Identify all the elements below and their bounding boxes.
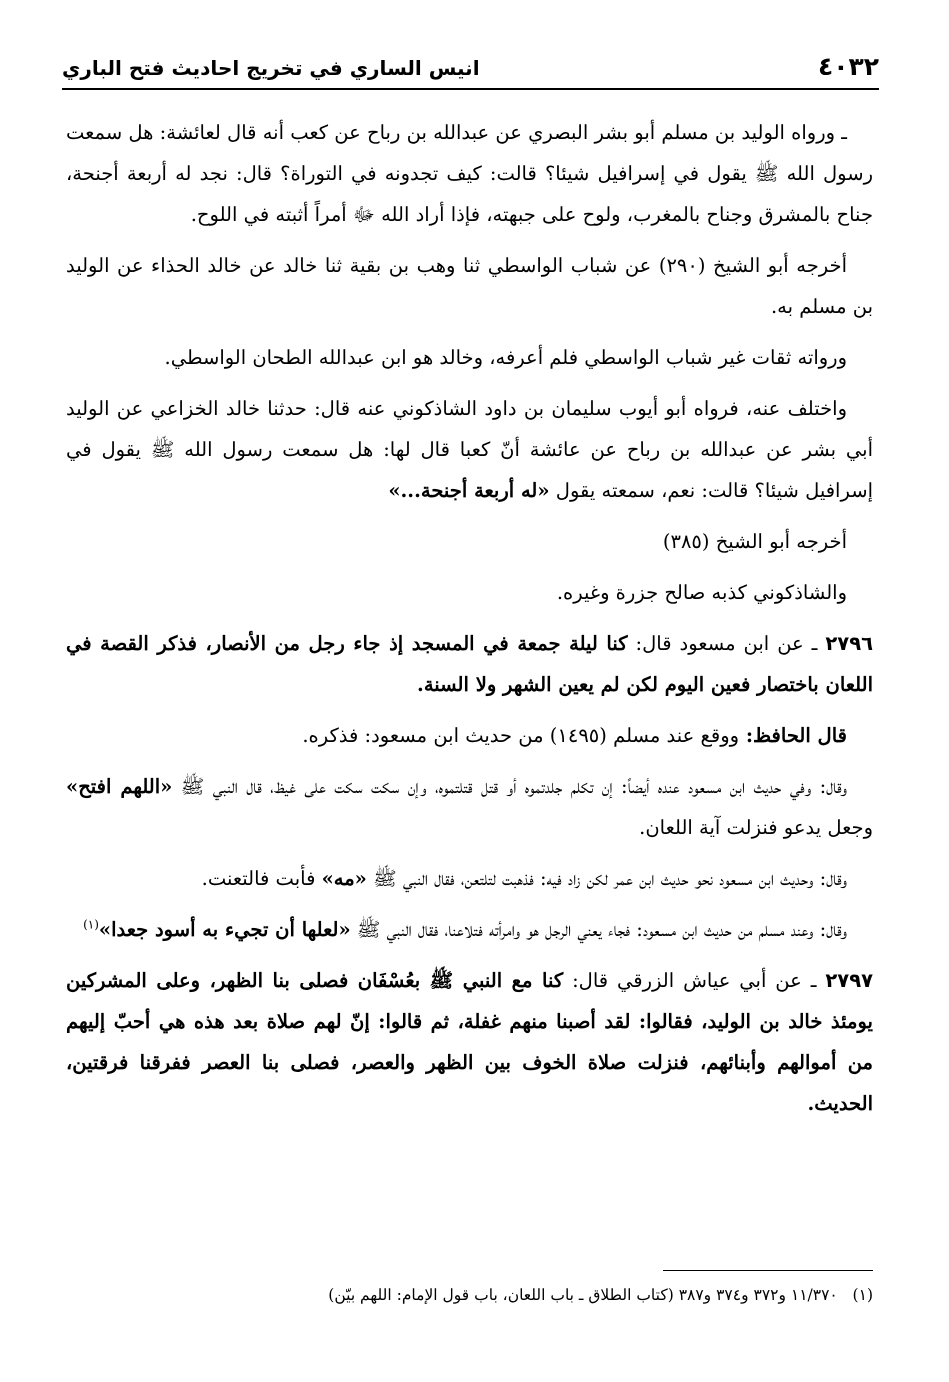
paragraph-8-text: وقال: وفي حديث ابن مسعود عنده أيضاً: إن تكلم جلدتموه أو قتل قتلتموه، وإن سكت سكت على غيظ، قال النبي ﷺ xyxy=(172,775,847,798)
hadith-2796 xyxy=(66,623,873,705)
paragraph-9-tail: فأبت فالتعنت. xyxy=(201,867,322,890)
hadith-intro: ـ عن أبي عياش الزرقي قال: xyxy=(563,969,826,992)
paragraph-8 xyxy=(66,766,873,848)
paragraph-9-quote: «مه» xyxy=(321,867,367,890)
paragraph-9 xyxy=(66,858,873,899)
footnote-divider xyxy=(663,1270,873,1271)
paragraph-7-text: ووقع عند مسلم (١٤٩٥) من حديث ابن مسعود: فذكره. xyxy=(302,724,740,747)
hafiz-label: قال الحافظ: xyxy=(739,724,847,747)
hadith-text: كنا ليلة جمعة في المسجد إذ جاء رجل من الأنصار، فذكر القصة في اللعان باختصار فعين اليوم لكن لم يعين الشهر ولا السنة. xyxy=(66,632,873,696)
hadith-number: ٢٧٩٧ xyxy=(825,969,873,992)
page-body xyxy=(66,112,873,1134)
footnote-marker: (١) xyxy=(852,1286,873,1304)
hadith-intro: ـ عن ابن مسعود قال: xyxy=(627,632,826,655)
paragraph-10-quote: «لعلها أن تجيء به أسود جعدا» xyxy=(98,918,351,941)
paragraph-9-text: وقال: وحديث ابن مسعود نحو حديث ابن عمر لكن زاد فيه: فذهبت لتلتعن، فقال النبي ﷺ xyxy=(366,867,847,890)
paragraph-1: ـ ورواه الوليد بن مسلم أبو بشر البصري عن عبدالله بن رباح عن كعب أنه قال لعائشة: هل سمعت رسول الله ﷺ يقول في إسرافيل شيئا؟ قالت: كيف تجدونه في التوراة؟ قال: نجد له أربعة أجنحة، جناح بالمشرق وجناح بالمغرب، ولوح على جبهته، فإذا أراد الله ﷻ أمراً أثبته في اللوح. xyxy=(66,121,873,226)
paragraph-5: أخرجه أبو الشيخ (٣٨٥) xyxy=(662,530,847,553)
hadith-text: كنا مع النبي ﷺ بعُسْفَان فصلى بنا الظهر، وعلى المشركين يومئذ خالد بن الوليد، فقالوا: لقد أصبنا منهم غفلة، ثم قالوا: إنّ لهم صلاة بعد هذه هي أحبّ إليهم من أموالهم وأبنائهم، فنزلت صلاة الخوف بين الظهر والعصر، فصلى بنا العصر ففرقنا فرقتين، الحديث. xyxy=(66,969,873,1115)
paragraph-10 xyxy=(66,909,873,950)
paragraph-3: ورواته ثقات غير شباب الواسطي فلم أعرفه، وخالد هو ابن عبدالله الطحان الواسطي. xyxy=(164,346,847,369)
page-number: ٤٠٣٢ xyxy=(817,52,879,81)
paragraph-8-quote: «اللهم افتح» xyxy=(66,775,173,798)
footnote xyxy=(190,1282,873,1308)
paragraph-10-text: وقال: وعند مسلم من حديث ابن مسعود: فجاء يعني الرجل هو وامرأته فتلاعنا، فقال النبي ﷺ xyxy=(350,918,847,941)
footnote-text: ١١/٣٧٠ و٣٧٢ و٣٧٤ و٣٨٧ (كتاب الطلاق ـ باب اللعان، باب قول الإمام: اللهم بيّن) xyxy=(328,1286,838,1304)
footnote-ref: (١) xyxy=(83,917,99,932)
hadith-number: ٢٧٩٦ xyxy=(825,632,873,655)
paragraph-2: أخرجه أبو الشيخ (٢٩٠) عن شباب الواسطي ثنا وهب بن بقية ثنا خالد عن خالد الحذاء عن الوليد بن مسلم به. xyxy=(66,254,873,318)
paragraph-4-quote: «له أربعة أجنحة...» xyxy=(388,479,550,502)
paragraph-8-tail: وجعل يدعو فنزلت آية اللعان. xyxy=(639,816,873,839)
paragraph-4 xyxy=(66,388,873,511)
paragraph-6: والشاذكوني كذبه صالح جزرة وغيره. xyxy=(556,581,847,604)
paragraph-4-text: واختلف عنه، فرواه أبو أيوب سليمان بن داود الشاذكوني عنه قال: حدثنا خالد الخزاعي عن الوليد أبي بشر عن عبدالله بن رباح عن عائشة أنّ كعبا قال لها: هل سمعت رسول الله ﷺ يقول في إسرافيل شيئا؟ قالت: نعم، سمعته يقول xyxy=(66,397,873,502)
page-header xyxy=(62,48,879,90)
hadith-2797 xyxy=(66,960,873,1124)
book-title: انيس الساري في تخريج احاديث فتح الباري xyxy=(62,56,480,80)
paragraph-7 xyxy=(66,715,873,756)
